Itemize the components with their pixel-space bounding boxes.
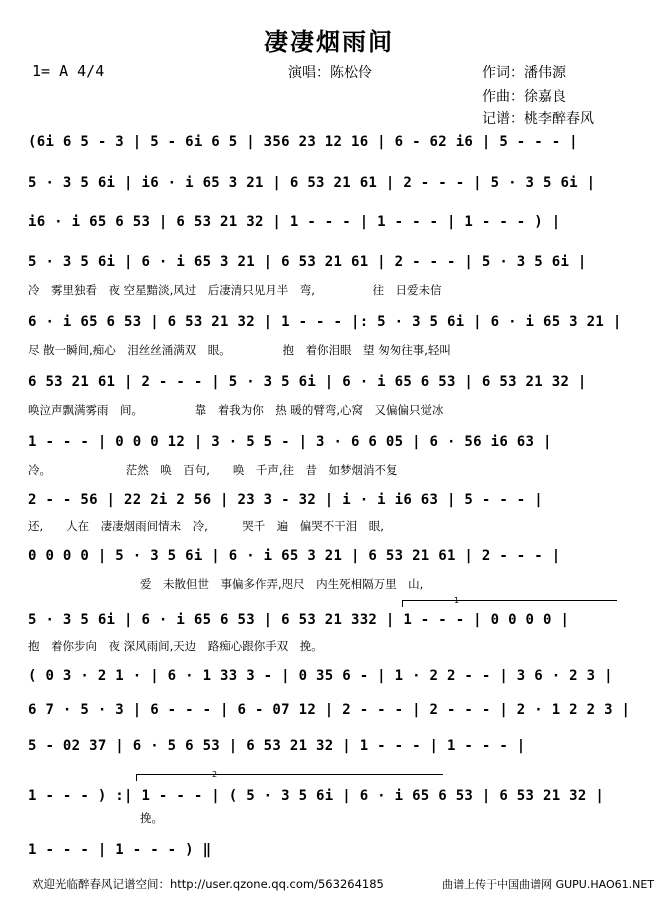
lyricist: 作词：潘伟源 <box>482 65 566 81</box>
lyric-line: 挽。 <box>140 811 163 825</box>
score-line: 1 - - - | 0 0 0 12 | 3 · 5 5 - | 3 · 6 6 05 | 6 · 56 i6 63 | <box>28 434 552 450</box>
lyric-line: 还, 人在 凄凄烟雨间情未 冷, 哭千 遍 偏哭不干泪 眼, <box>28 519 384 533</box>
page-title: 凄凄烟雨间 <box>264 28 394 56</box>
score-line: ( 0 3 · 2 1 · | 6 · 1 33 3 - | 0 35 6 - | 1 · 2 2 - - | 3 6 · 2 3 | <box>28 668 613 684</box>
composer: 作曲：徐嘉良 <box>482 89 566 105</box>
score-line: (6i 6 5 - 3 | 5 - 6i 6 5 | 356 23 12 16 | 6 - 62 i6 | 5 - - - | <box>28 134 578 150</box>
lyric-line: 爱 未散但世 事偏多作弄,咫尺 内生死相隔万里 山, <box>140 577 424 591</box>
lyric-line: 唤泣声飘满雾雨 间。 靠 着我为你 热 暖的臂弯,心窝 又偏偏只觉冰 <box>28 403 444 417</box>
lyric-line: 冷。 茫然 唤 百句, 唤 千声,往 昔 如梦烟消不复 <box>28 463 398 477</box>
score-line: 6 · i 65 6 53 | 6 53 21 32 | 1 - - - |: 5 · 3 5 6i | 6 · i 65 3 21 | <box>28 314 622 330</box>
site-watermark: 曲谱上传于中国曲谱网 GUPU.HAO61.NET <box>442 878 654 891</box>
score-line: 5 · 3 5 6i | 6 · i 65 6 53 | 6 53 21 332 | 1 - - - | 0 0 0 0 | <box>28 612 570 628</box>
score-line: 5 · 3 5 6i | i6 · i 65 3 21 | 6 53 21 61 | 2 - - - | 5 · 3 5 6i | <box>28 175 596 191</box>
score-line: 6 7 · 5 · 3 | 6 - - - | 6 - 07 12 | 2 - - - | 2 - - - | 2 · 1 2 2 3 | <box>28 702 631 718</box>
lyric-line: 抱 着你步向 夜 深风雨间,天边 路痴心跟你手双 挽。 <box>28 639 323 653</box>
transcriber: 记谱：桃李醉春风 <box>482 111 594 127</box>
score-line: i6 · i 65 6 53 | 6 53 21 32 | 1 - - - | 1 - - - | 1 - - - ) | <box>28 214 561 230</box>
score-line: 5 - 02 37 | 6 · 5 6 53 | 6 53 21 32 | 1 - - - | 1 - - - | <box>28 738 526 754</box>
volta-bracket-1 <box>402 600 617 607</box>
lyric-line: 冷 雾里独看 夜 空星黯淡,风过 后凄清只见月半 弯, 往 日爱未信 <box>28 283 442 297</box>
footer-text: 欢迎光临醉春风记谱空间：http://user.qzone.qq.com/563264185 <box>32 877 384 891</box>
volta-number-1: 1 <box>454 596 460 605</box>
score-line: 6 53 21 61 | 2 - - - | 5 · 3 5 6i | 6 · i 65 6 53 | 6 53 21 32 | <box>28 374 587 390</box>
score-line: 1 - - - ) :| 1 - - - | ( 5 · 3 5 6i | 6 · i 65 6 53 | 6 53 21 32 | <box>28 788 605 804</box>
volta-number-2: 2 <box>212 770 218 779</box>
score-line: 2 - - 56 | 22 2i 2 56 | 23 3 - 32 | i · i i6 63 | 5 - - - | <box>28 492 543 508</box>
score-line: 5 · 3 5 6i | 6 · i 65 3 21 | 6 53 21 61 | 2 - - - | 5 · 3 5 6i | <box>28 254 587 270</box>
singer: 演唱：陈松伶 <box>288 65 372 81</box>
lyric-line: 尽 散一瞬间,痴心 泪丝丝涌满双 眼。 抱 着你泪眼 望 匆匆往事,轻叫 <box>28 343 451 357</box>
key-signature: 1= A 4/4 <box>32 62 105 80</box>
volta-bracket-2 <box>136 774 443 781</box>
score-line: 0 0 0 0 | 5 · 3 5 6i | 6 · i 65 3 21 | 6 53 21 61 | 2 - - - | <box>28 548 561 564</box>
score-line: 1 - - - | 1 - - - ) ‖ <box>28 842 212 858</box>
